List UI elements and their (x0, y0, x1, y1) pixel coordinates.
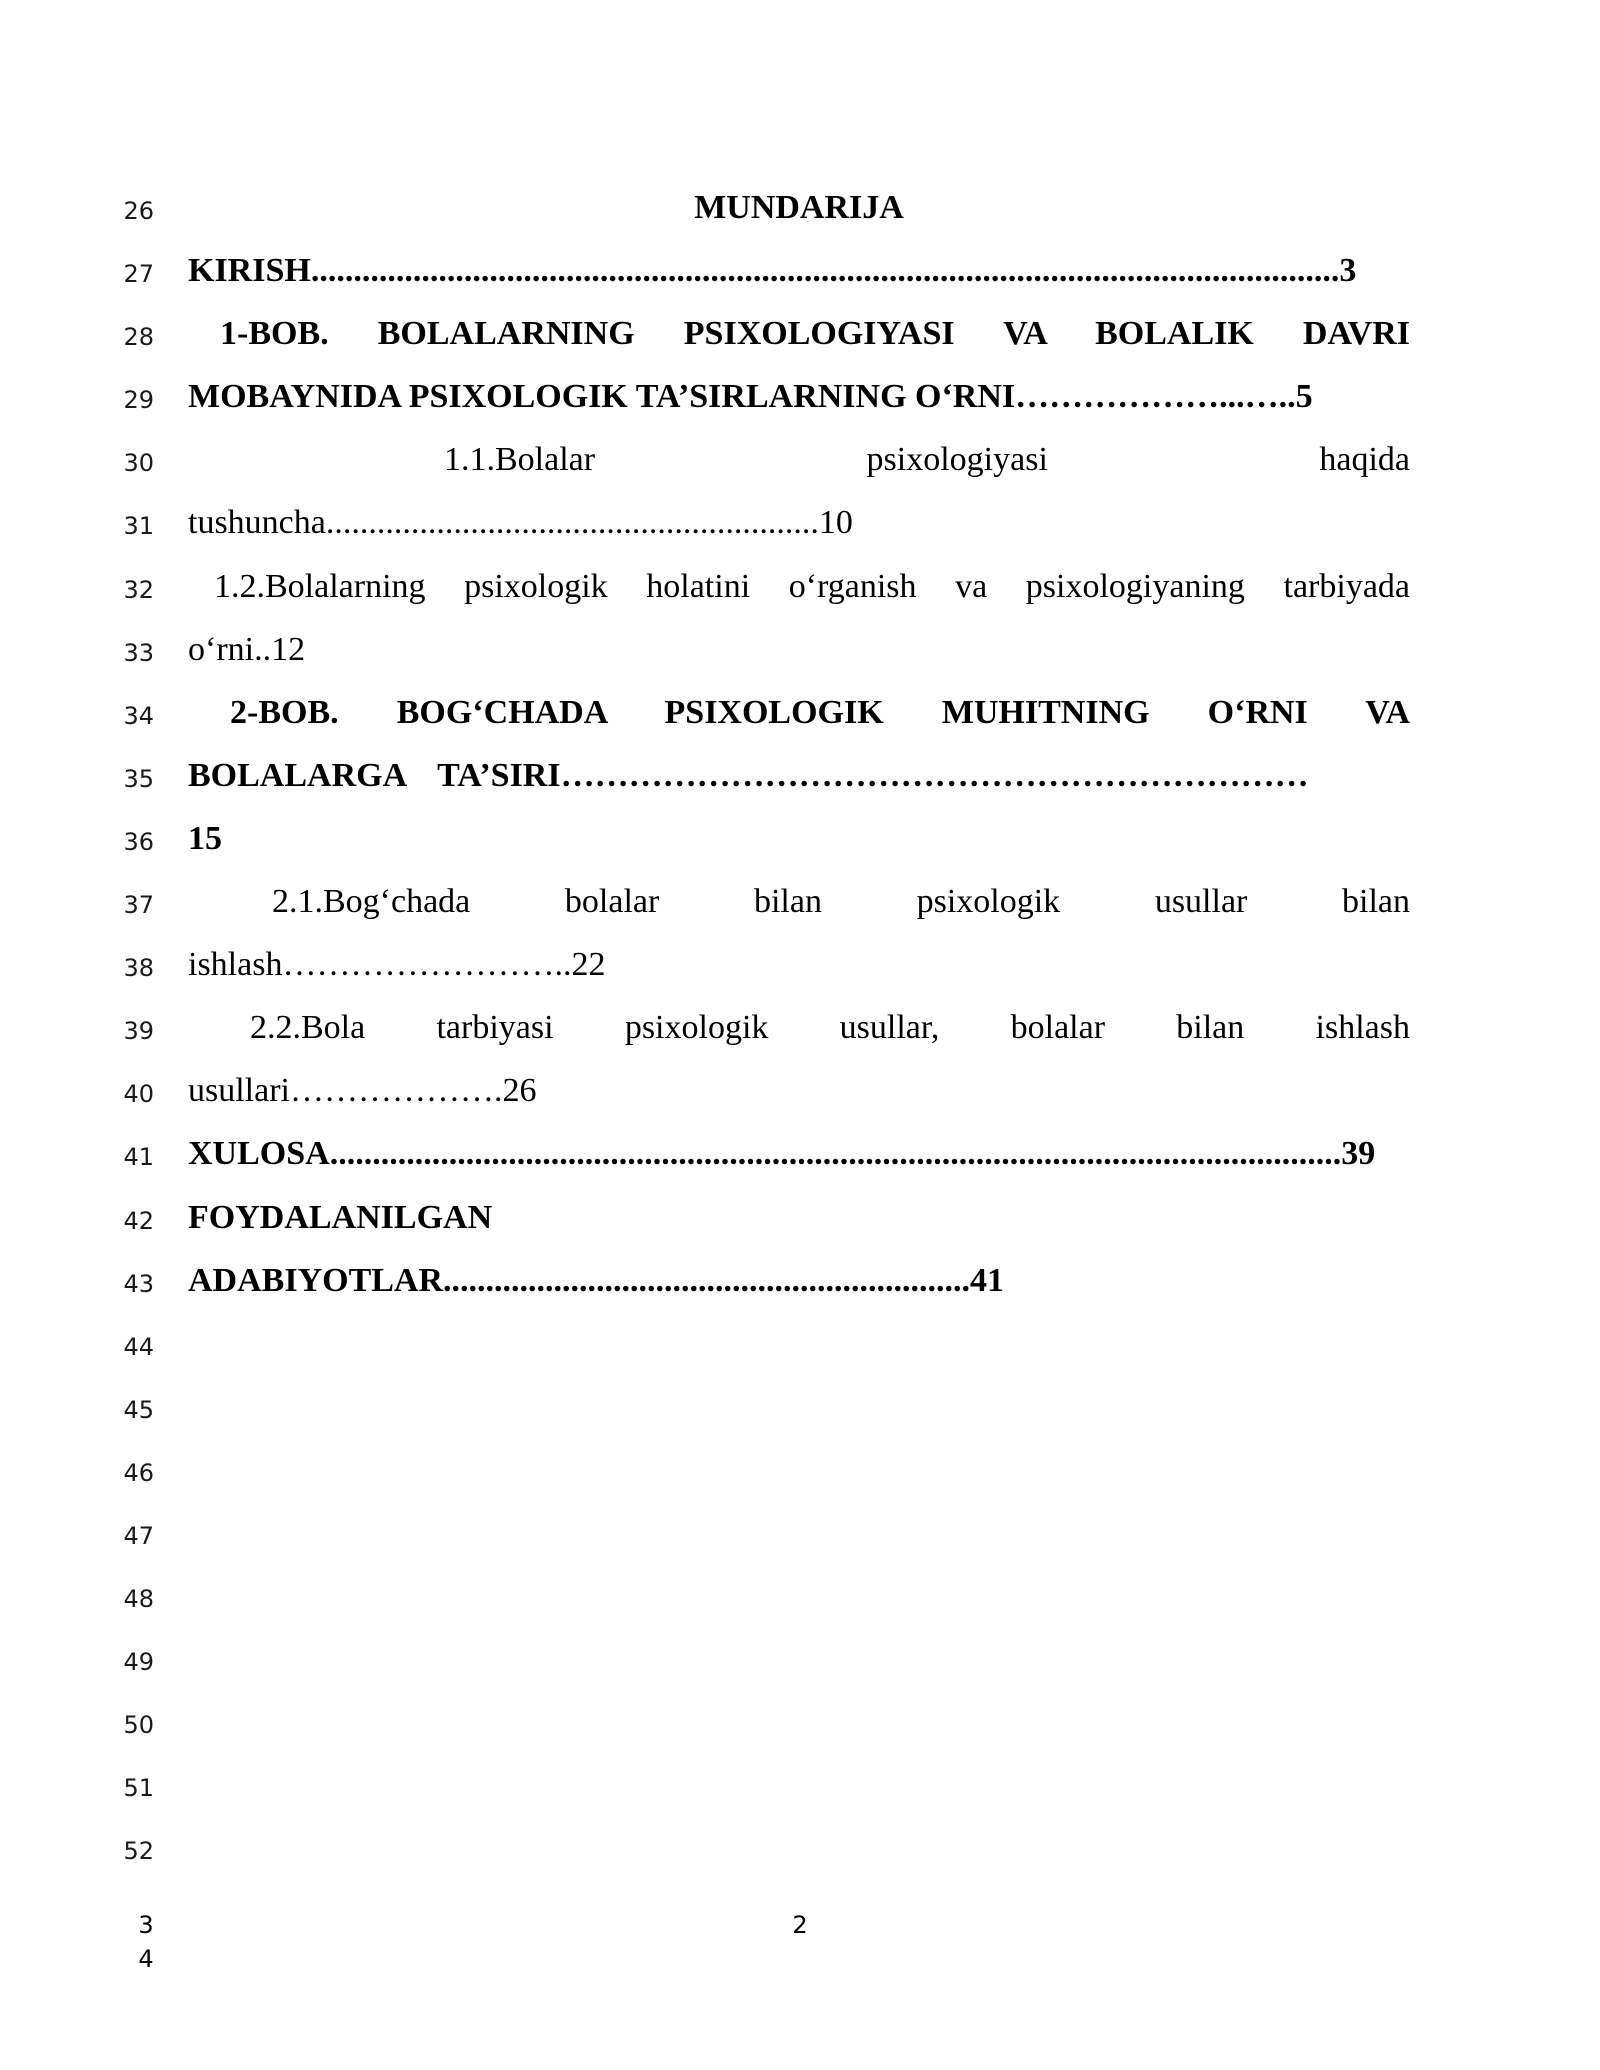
toc-entry-xulosa: XULOSA.......................................................................................................................39 (188, 1135, 1376, 1173)
line-number: 39 (123, 1017, 154, 1046)
line-number: 48 (123, 1585, 154, 1614)
doc-line (0, 1251, 1600, 1314)
doc-line (0, 1629, 1600, 1692)
doc-line (0, 178, 1600, 241)
line-number: 34 (123, 701, 154, 730)
page-number: 2 (792, 1911, 808, 1939)
line-number: 32 (123, 575, 154, 604)
toc-entry-section-1-2-cont: o‘rni..12 (188, 630, 306, 668)
line-number: 30 (123, 449, 154, 478)
doc-line (0, 1692, 1600, 1755)
toc-entry-section-2-1: 2.1.Bog‘chada bolalar bilan psixologik usullar bilan (272, 883, 1410, 921)
footer-margin-numbers (128, 1908, 164, 1976)
doc-line (0, 746, 1600, 809)
doc-line (0, 1503, 1600, 1566)
toc-entry-section-1-2: 1.2.Bolalarning psixologik holatini o‘rganish va psixologiyaning tarbiyada (214, 567, 1410, 605)
doc-line (0, 304, 1600, 367)
line-number: 26 (123, 197, 154, 225)
doc-line (0, 620, 1600, 683)
toc-entry-references: FOYDALANILGAN (188, 1198, 493, 1236)
doc-line (0, 1440, 1600, 1503)
line-number: 27 (123, 260, 154, 289)
toc-entry-chapter-2: 2-BOB. BOG‘CHADA PSIXOLOGIK MUHITNING O‘RNI VA (230, 693, 1410, 731)
line-number: 35 (123, 764, 154, 793)
line-number: 37 (123, 891, 154, 920)
line-number: 29 (123, 386, 154, 415)
line-number: 51 (123, 1774, 154, 1803)
footer-number: 3 (138, 1911, 154, 1939)
line-number: 52 (123, 1837, 154, 1866)
toc-entry-kirish: KIRISH.........................................................................................................................3 (188, 252, 1357, 290)
toc-entry-section-1-1-cont: tushuncha..........................................................10 (188, 504, 853, 542)
doc-line (0, 998, 1600, 1061)
line-number: 44 (123, 1332, 154, 1361)
line-number: 33 (123, 638, 154, 667)
doc-line (0, 241, 1600, 304)
toc-entry-section-2-2: 2.2.Bola tarbiyasi psixologik usullar, bolalar bilan ishlash (250, 1009, 1410, 1047)
doc-line (0, 1061, 1600, 1124)
doc-line (0, 430, 1600, 493)
doc-line (0, 872, 1600, 935)
doc-line (0, 1314, 1600, 1377)
toc-entry-chapter-1: 1-BOB. BOLALARNING PSIXOLOGIYASI VA BOLALIK DAVRI (220, 315, 1410, 353)
doc-line (0, 1755, 1600, 1818)
line-number: 40 (123, 1080, 154, 1109)
toc-title: MUNDARIJA (694, 189, 904, 226)
toc-body (0, 178, 1600, 1882)
line-number: 47 (123, 1521, 154, 1550)
line-number: 50 (123, 1711, 154, 1740)
doc-line (0, 935, 1600, 998)
doc-line (0, 1124, 1600, 1187)
line-number: 49 (123, 1648, 154, 1677)
line-number: 42 (123, 1206, 154, 1235)
doc-line (0, 1188, 1600, 1251)
line-number: 31 (123, 512, 154, 541)
line-number: 41 (123, 1143, 154, 1172)
line-number: 38 (123, 954, 154, 983)
doc-line (0, 683, 1600, 746)
line-number: 28 (123, 323, 154, 352)
toc-entry-section-2-1-cont: ishlash……………………..22 (188, 946, 606, 984)
doc-line (0, 1818, 1600, 1881)
line-number: 45 (123, 1395, 154, 1424)
toc-entry-section-2-2-cont: usullari……………….26 (188, 1072, 537, 1110)
line-number: 46 (123, 1458, 154, 1487)
doc-line (0, 367, 1600, 430)
line-number: 36 (123, 827, 154, 856)
doc-line (0, 1377, 1600, 1440)
doc-line (0, 1566, 1600, 1629)
toc-entry-references-cont: ADABIYOTLAR..............................................................41 (188, 1261, 1005, 1299)
doc-line (0, 493, 1600, 556)
line-number: 43 (123, 1269, 154, 1298)
toc-entry-chapter-2-page: 15 (188, 819, 222, 857)
doc-line (0, 809, 1600, 872)
doc-line (0, 557, 1600, 620)
footer-number: 4 (138, 1945, 154, 1973)
toc-entry-chapter-2-cont: BOLALARGA TA’SIRI………………………………………………………… (188, 756, 1309, 794)
toc-entry-chapter-1-cont: MOBAYNIDA PSIXOLOGIK TA’SIRLARNING O‘RNI………………...…..5 (188, 378, 1313, 416)
toc-entry-section-1-1: 1.1.Bolalar psixologiyasi haqida (444, 441, 1410, 479)
